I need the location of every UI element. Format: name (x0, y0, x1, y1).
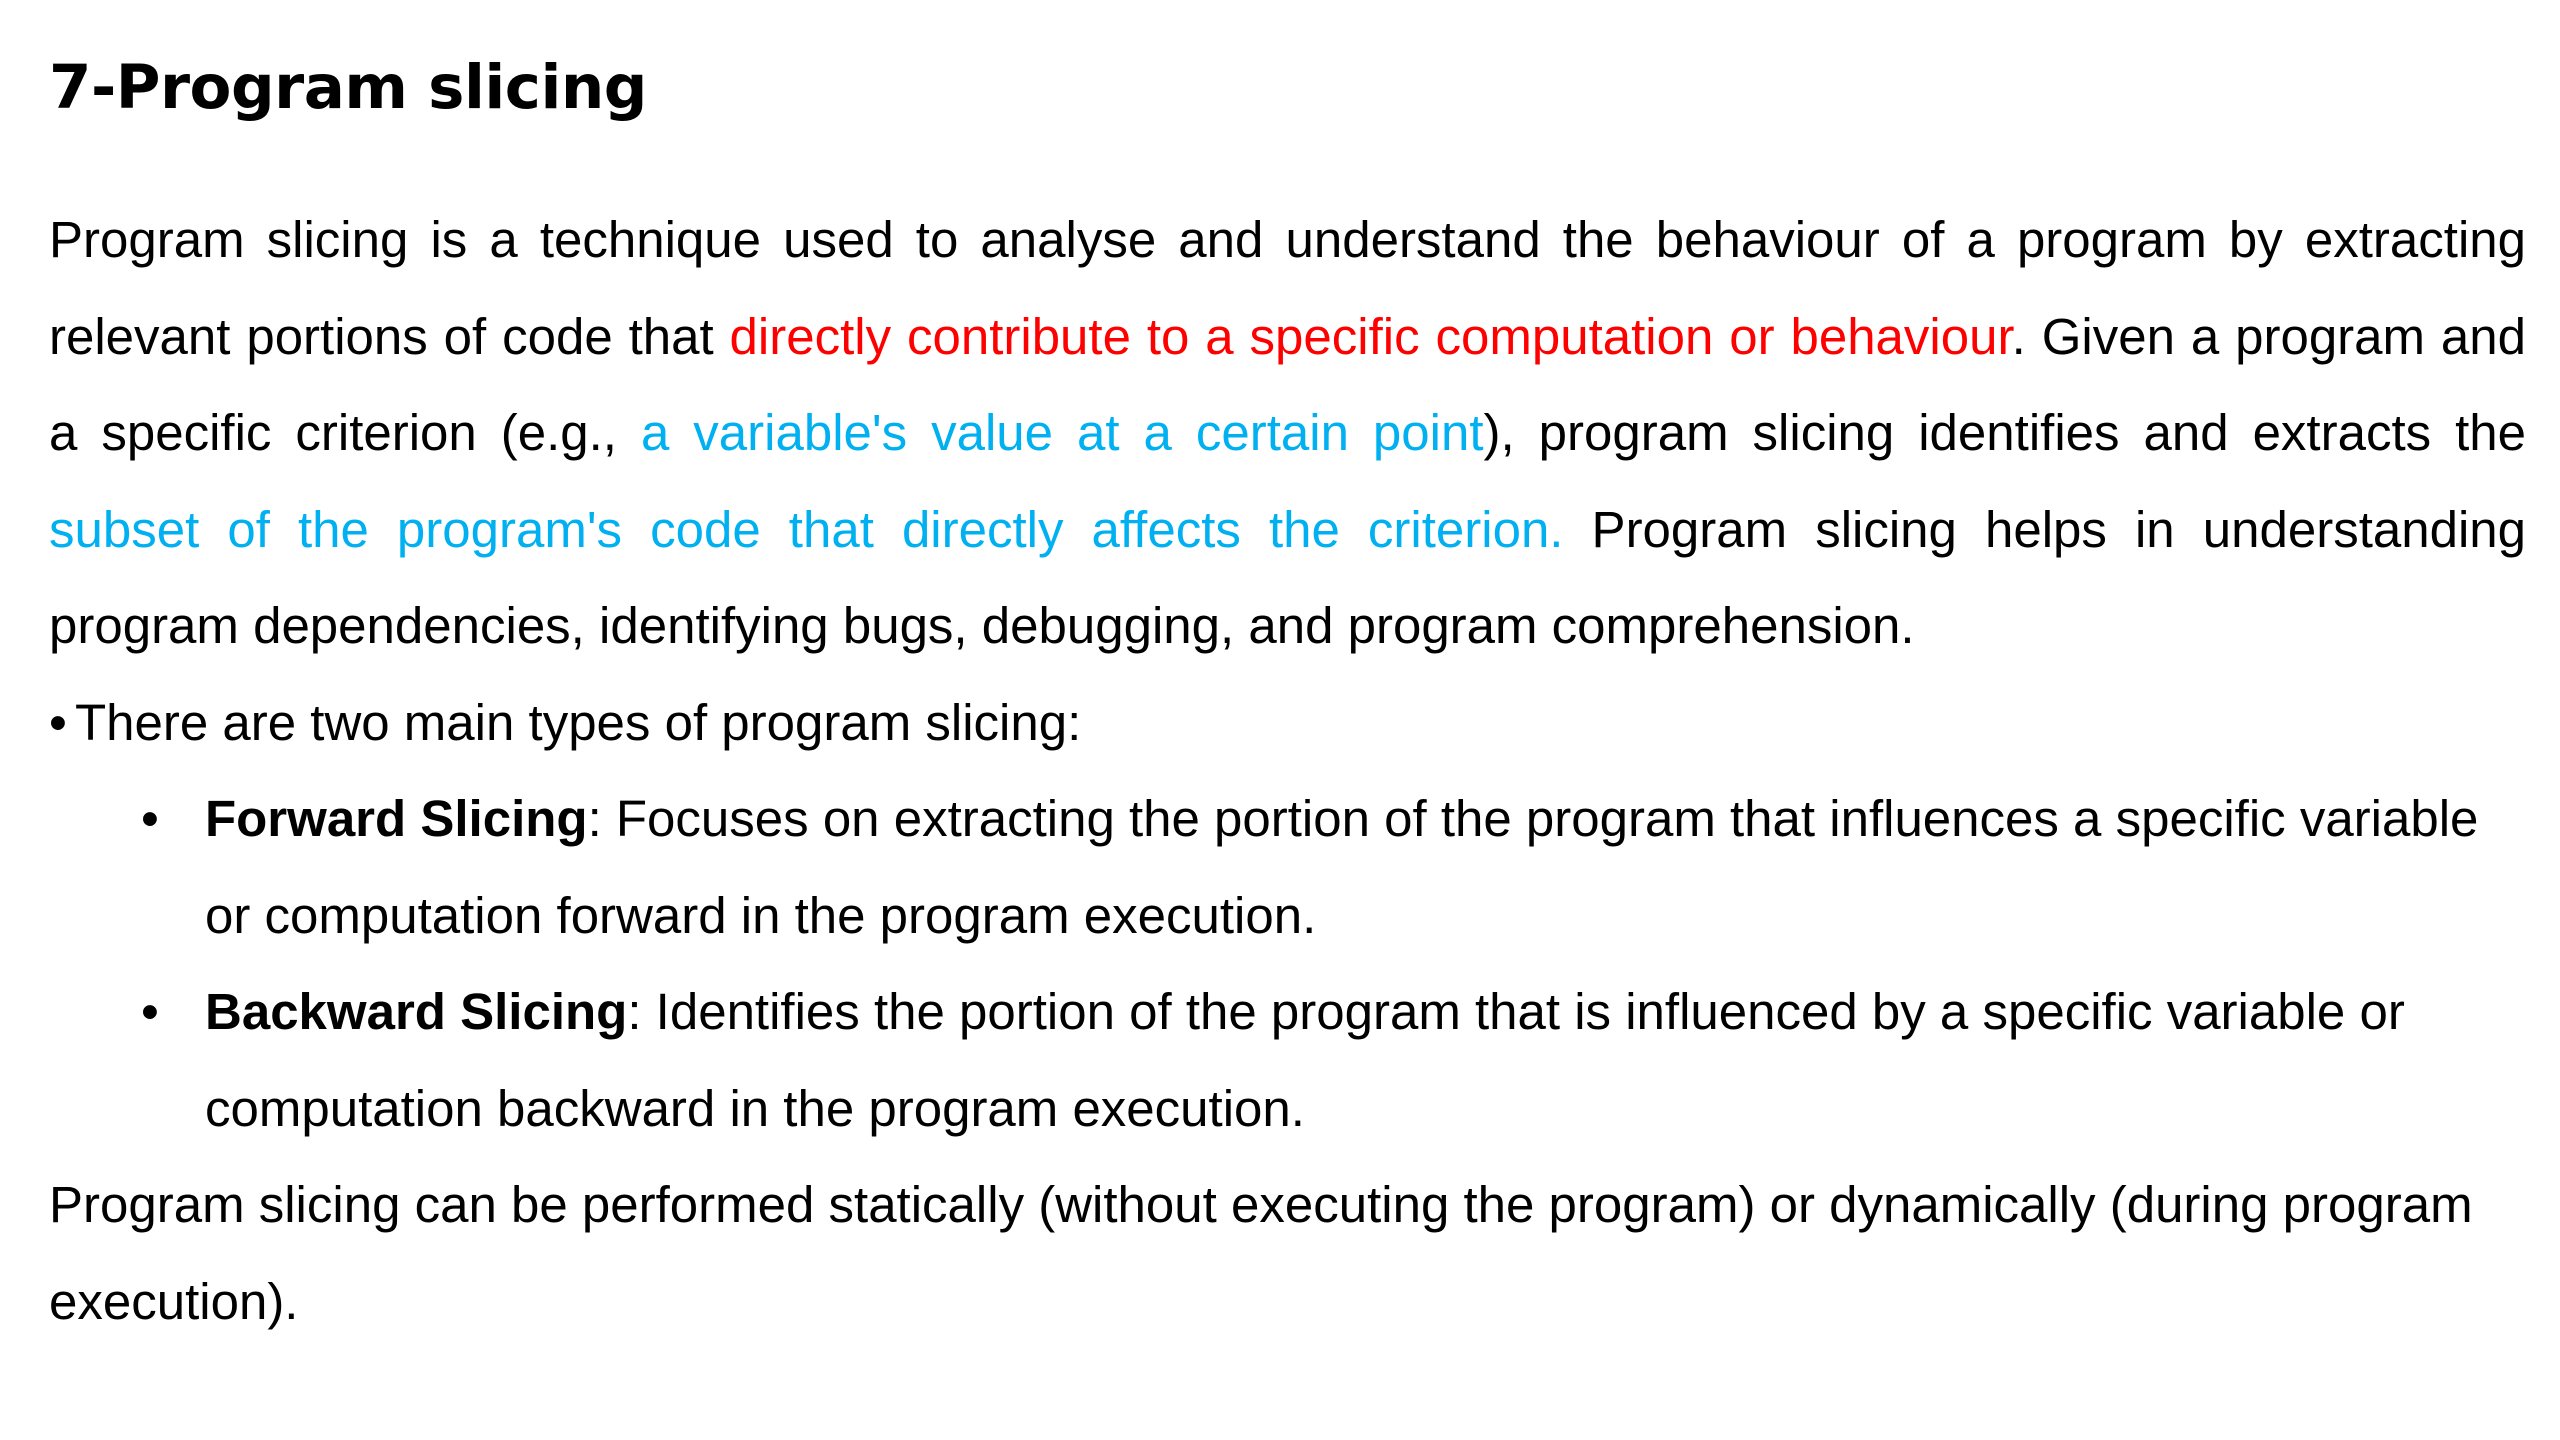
slicing-types-list (49, 771, 2526, 1157)
conclusion-paragraph: Program slicing can be performed statically (without executing the program) or dynamically (during program execution). (49, 1176, 2473, 1330)
intro-highlight-red: directly contribute to a specific computation or behaviour (729, 307, 2012, 365)
intro-highlight-blue-2: subset of the program's code that directly affects the criterion. (49, 500, 1564, 558)
section-title: 7-Program slicing (49, 52, 647, 123)
intro-text-1: Program slicing is a technique used to analyse and understand the behaviour of a program by extracting relevant portions of code that (49, 211, 2526, 365)
list-item-backward-slicing (49, 964, 2526, 1157)
types-intro-text: There are two main types of program slicing: (75, 693, 1082, 751)
intro-paragraph (49, 192, 2526, 675)
term-backward-slicing: Backward Slicing (205, 983, 628, 1040)
forward-slicing-description: : Focuses on extracting the portion of the program that influences a specific variable or computation forward in the program execution. (205, 790, 2479, 944)
document-page (49, 48, 2526, 1350)
intro-text-2: . Given a program and a specific criterion (e.g., (49, 307, 2526, 461)
intro-text-4: Program slicing helps in understanding program dependencies, identifying bugs, debugging, and program comprehension. (49, 500, 2527, 654)
list-item-forward-slicing (49, 771, 2526, 964)
bullet-icon: • (49, 693, 67, 751)
bullet-icon: • (141, 790, 159, 847)
intro-highlight-blue-1: a variable's value at a certain point (640, 404, 1484, 461)
intro-text-3: ), program slicing identifies and extracts the (1483, 404, 2526, 461)
types-intro (49, 675, 2526, 772)
term-forward-slicing: Forward Slicing (205, 790, 588, 847)
backward-slicing-description: : Identifies the portion of the program that is influenced by a specific variable or computation backward in the program execution. (205, 983, 2405, 1137)
bullet-icon: • (141, 983, 159, 1040)
